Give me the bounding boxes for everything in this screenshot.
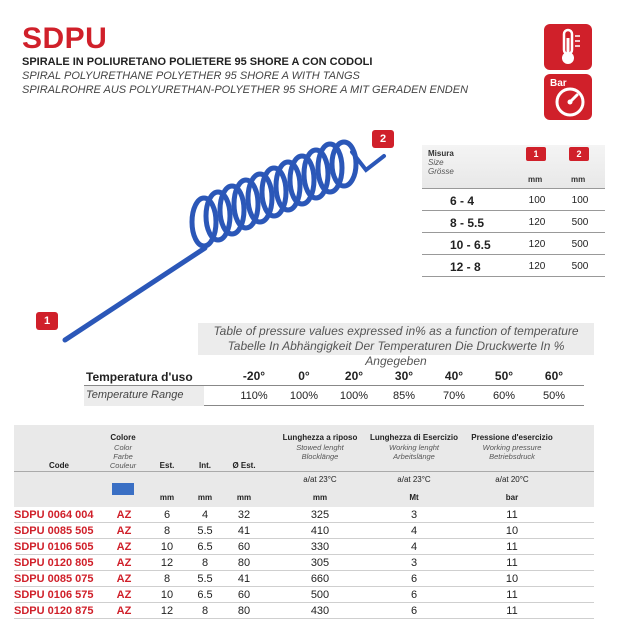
dims-row <box>422 211 605 233</box>
subtitle-italian: SPIRALE IN POLIURETANO POLIETERE 95 SHORE A CON CODOLI <box>22 56 373 68</box>
temperature-table <box>84 366 584 406</box>
percent-cell: 85% <box>392 390 416 402</box>
product-rows <box>14 507 594 619</box>
row-int: 8 <box>201 605 209 617</box>
temp-cell: 40° <box>444 369 464 383</box>
row-outer-diameter: 32 <box>237 509 251 521</box>
table-row <box>14 539 594 555</box>
temperature-row <box>84 366 584 386</box>
unit-est: mm <box>159 493 175 502</box>
unit-outer-diameter: mm <box>236 493 252 502</box>
hose-end-badge-2: 2 <box>372 130 394 148</box>
row-color: AZ <box>116 573 132 585</box>
unit-1: mm <box>528 175 543 184</box>
hose-end-badge-1: 1 <box>36 312 58 330</box>
table-row <box>14 523 594 539</box>
header-working-length-de: Arbeitslänge <box>393 452 435 461</box>
row-est: 12 <box>160 557 174 569</box>
subtitle-german: SPIRALROHRE AUS POLYURETHAN-POLYETHER 95 SHORE A MIT GERADEN ENDEN <box>22 84 469 96</box>
row-working-length: 6 <box>410 605 418 617</box>
table-row <box>14 555 594 571</box>
dimensions-header <box>422 145 605 189</box>
temperature-label-it: Temperatura d'uso <box>86 370 193 384</box>
row-outer-diameter: 60 <box>237 589 251 601</box>
pressure-caption-en: Table of pressure values expressed in% as a function of temperature <box>213 324 579 338</box>
row-outer-diameter: 41 <box>237 573 251 585</box>
temp-cell: 0° <box>298 369 310 383</box>
dimensions-table <box>422 145 605 277</box>
unit-int: mm <box>197 493 213 502</box>
percent-cell: 100% <box>339 390 369 402</box>
row-code: SDPU 0085 505 <box>14 525 94 537</box>
dims-row <box>422 189 605 211</box>
dims-size: 8 - 5.5 <box>450 216 485 230</box>
row-color: AZ <box>116 525 132 537</box>
row-est: 8 <box>163 573 171 585</box>
row-code: SDPU 0106 505 <box>14 541 94 553</box>
row-est: 8 <box>163 525 171 537</box>
size-label-it: Misura <box>428 149 454 158</box>
row-est: 10 <box>160 541 174 553</box>
row-stowed-length: 410 <box>310 525 330 537</box>
row-int: 6.5 <box>197 589 213 601</box>
temp-ref-20: a/at 20°C <box>495 475 529 484</box>
header-working-length: Lunghezza di Esercizio <box>369 433 458 442</box>
dims-value-2: 500 <box>571 261 589 272</box>
header-working-pressure-en: Working pressure <box>482 443 542 452</box>
row-working-pressure: 11 <box>506 541 518 553</box>
header-int: Int. <box>199 461 211 470</box>
row-working-length: 6 <box>410 573 418 585</box>
temp-ref-23-b: a/at 23°C <box>397 475 431 484</box>
header-outer-diameter: Ø Est. <box>232 461 256 470</box>
dims-value-1: 120 <box>528 261 546 272</box>
header-est: Est. <box>159 461 175 470</box>
subtitle-english: SPIRAL POLYURETHANE POLYETHER 95 SHORE A WITH TANGS <box>22 70 360 82</box>
temp-cell: 20° <box>344 369 364 383</box>
unit-2: mm <box>571 175 586 184</box>
row-stowed-length: 500 <box>310 589 330 601</box>
pressure-caption <box>198 323 594 368</box>
temp-cell: 50° <box>494 369 514 383</box>
bar-label: Bar <box>550 78 567 89</box>
pressure-gauge-icon <box>544 74 592 120</box>
table-row <box>14 603 594 619</box>
temp-ref-23-a: a/at 23°C <box>303 475 337 484</box>
pressure-caption-de: Tabelle In Abhängigkeit Der Temperaturen Die Druckwerte In % Angegeben <box>227 339 565 368</box>
header-stowed-length-de: Blocklänge <box>301 452 339 461</box>
row-code: SDPU 0106 575 <box>14 589 94 601</box>
col-badge-2: 2 <box>569 147 589 161</box>
percent-cell: 70% <box>442 390 466 402</box>
percent-cell: 50% <box>542 390 566 402</box>
header-color-fr: Couleur <box>109 461 137 469</box>
page-title: SDPU <box>22 22 108 55</box>
row-est: 10 <box>160 589 174 601</box>
dims-row <box>422 233 605 255</box>
header-stowed-length: Lunghezza a riposo <box>282 433 358 442</box>
row-outer-diameter: 80 <box>237 605 251 617</box>
row-working-length: 4 <box>410 541 418 553</box>
dims-value-2: 500 <box>571 239 589 250</box>
row-working-pressure: 10 <box>505 525 519 537</box>
dims-value-1: 120 <box>528 217 546 228</box>
dims-value-2: 100 <box>571 195 589 206</box>
dims-size: 10 - 6.5 <box>450 238 491 252</box>
row-working-pressure: 10 <box>505 573 519 585</box>
unit-working-pressure: bar <box>505 493 519 502</box>
row-int: 4 <box>201 509 209 521</box>
product-table <box>14 425 594 619</box>
row-stowed-length: 305 <box>310 557 330 569</box>
row-est: 6 <box>163 509 171 521</box>
unit-stowed-length: mm <box>312 493 328 502</box>
blue-color-swatch <box>112 483 134 495</box>
row-color: AZ <box>116 557 132 569</box>
header-working-pressure: Pressione d'esercizio <box>471 433 553 442</box>
row-stowed-length: 430 <box>310 605 330 617</box>
row-int: 5.5 <box>197 573 213 585</box>
header-code: Code <box>49 461 69 470</box>
row-int: 8 <box>201 557 209 569</box>
row-color: AZ <box>116 541 132 553</box>
col-badge-1: 1 <box>526 147 546 161</box>
percent-cell: 110% <box>240 390 268 402</box>
size-label-en: Size <box>428 158 444 167</box>
row-color: AZ <box>116 605 132 617</box>
dims-value-1: 100 <box>528 195 546 206</box>
row-int: 6.5 <box>197 541 213 553</box>
unit-working-length: Mt <box>409 493 419 502</box>
table-row <box>14 587 594 603</box>
temp-cell: 60° <box>544 369 564 383</box>
header-color-en: Color <box>114 443 132 452</box>
header-working-pressure-de: Betriebsdruck <box>489 452 535 461</box>
table-row <box>14 507 594 523</box>
row-color: AZ <box>116 509 132 521</box>
temp-cell: -20° <box>242 369 266 383</box>
temp-cell: 30° <box>394 369 414 383</box>
row-stowed-length: 325 <box>310 509 330 521</box>
row-working-length: 4 <box>410 525 418 537</box>
table-row <box>14 571 594 587</box>
row-code: SDPU 0085 075 <box>14 573 94 585</box>
row-color: AZ <box>116 589 132 601</box>
spiral-hose-illustration <box>0 118 420 358</box>
size-label-de: Grösse <box>428 167 454 176</box>
header-color: Colore <box>110 433 136 442</box>
row-working-length: 3 <box>410 557 418 569</box>
row-code: SDPU 0120 875 <box>14 605 94 617</box>
percent-cell: 60% <box>492 390 516 402</box>
row-working-pressure: 11 <box>506 605 518 617</box>
row-stowed-length: 660 <box>310 573 330 585</box>
dims-row <box>422 255 605 277</box>
header-stowed-length-en: Stowed lenght <box>296 443 344 452</box>
header-color-de: Farbe <box>113 452 133 461</box>
dims-value-2: 500 <box>571 217 589 228</box>
row-est: 12 <box>160 605 174 617</box>
dims-size: 6 - 4 <box>450 194 475 208</box>
temperature-label-en: Temperature Range <box>86 389 184 401</box>
row-working-pressure: 11 <box>506 589 518 601</box>
dims-size: 12 - 8 <box>450 260 481 274</box>
product-table-header <box>14 425 594 507</box>
percent-cell: 100% <box>289 390 319 402</box>
row-working-length: 6 <box>410 589 418 601</box>
percent-row <box>84 386 584 406</box>
header-working-length-en: Working lenght <box>388 443 440 452</box>
thermometer-icon <box>544 24 592 70</box>
row-working-pressure: 11 <box>506 509 518 521</box>
row-code: SDPU 0120 805 <box>14 557 94 569</box>
row-outer-diameter: 41 <box>237 525 251 537</box>
row-working-length: 3 <box>410 509 418 521</box>
row-outer-diameter: 80 <box>237 557 251 569</box>
row-stowed-length: 330 <box>310 541 330 553</box>
row-int: 5.5 <box>197 525 213 537</box>
row-outer-diameter: 60 <box>237 541 251 553</box>
row-working-pressure: 11 <box>506 557 518 569</box>
row-code: SDPU 0064 004 <box>14 509 94 521</box>
dims-value-1: 120 <box>528 239 546 250</box>
